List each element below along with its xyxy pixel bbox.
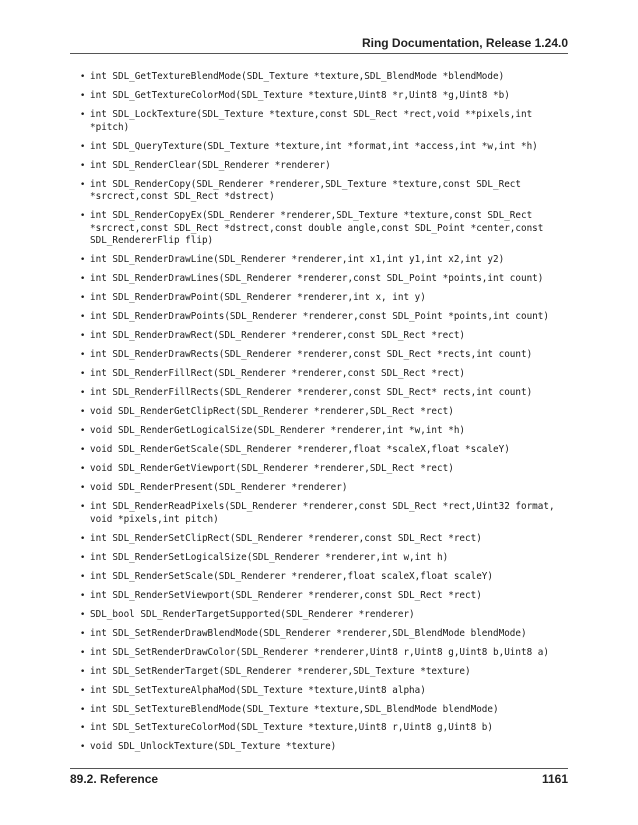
function-signature: int SDL_RenderClear(SDL_Renderer *renderer) (90, 159, 331, 171)
function-item (80, 463, 568, 476)
function-signature: void SDL_RenderGetViewport(SDL_Renderer *renderer,SDL_Rect *rect) (90, 463, 454, 475)
function-item (80, 330, 568, 343)
function-signature: int SDL_RenderSetViewport(SDL_Renderer *renderer,const SDL_Rect *rect) (90, 589, 482, 601)
bullet: • (80, 552, 86, 563)
bullet: • (80, 647, 86, 658)
function-item (80, 722, 568, 735)
function-item (80, 628, 568, 641)
function-signature: int SDL_RenderDrawPoint(SDL_Renderer *renderer,int x, int y) (90, 292, 426, 304)
function-signature: int SDL_RenderReadPixels(SDL_Renderer *renderer,const SDL_Rect *rect,Uint32 format, void *pixels,int pitch) (90, 501, 555, 525)
function-signature: void SDL_RenderGetScale(SDL_Renderer *renderer,float *scaleX,float *scaleY) (90, 444, 510, 456)
bullet: • (80, 331, 86, 342)
bullet: • (80, 160, 86, 171)
function-signature: int SDL_RenderSetClipRect(SDL_Renderer *renderer,const SDL_Rect *rect) (90, 532, 482, 544)
bullet: • (80, 211, 86, 222)
function-signature: int SDL_LockTexture(SDL_Texture *texture,const SDL_Rect *rect,void **pixels,int *pitch) (90, 108, 533, 133)
bullet: • (80, 293, 86, 304)
function-item (80, 685, 568, 698)
function-signature: int SDL_SetRenderDrawBlendMode(SDL_Renderer *renderer,SDL_BlendMode blendMode) (90, 627, 527, 639)
function-signature: int SDL_RenderSetScale(SDL_Renderer *renderer,float scaleX,float scaleY) (90, 570, 493, 582)
function-item (80, 109, 568, 134)
bullet: • (80, 704, 86, 715)
function-signature: int SDL_SetRenderDrawColor(SDL_Renderer *renderer,Uint8 r,Uint8 g,Uint8 b,Uint8 a) (90, 646, 549, 658)
bullet: • (80, 90, 86, 101)
function-item (80, 141, 568, 154)
function-signature: int SDL_RenderCopyEx(SDL_Renderer *renderer,SDL_Texture *texture,const SDL_Rect *srcrect,const SDL_Rect *dstrect,const double angle,const SDL_Point *center,const SDL_RendererFlip flip) (90, 210, 544, 247)
function-signature: int SDL_RenderDrawLine(SDL_Renderer *renderer,int x1,int y1,int x2,int y2) (90, 254, 505, 266)
bullet: • (80, 483, 86, 494)
bullet: • (80, 350, 86, 361)
function-item (80, 590, 568, 603)
bullet: • (80, 109, 86, 120)
function-item (80, 425, 568, 438)
footer-divider (70, 768, 568, 769)
function-signature: void SDL_RenderGetLogicalSize(SDL_Renderer *renderer,int *w,int *h) (90, 425, 466, 437)
bullet: • (80, 141, 86, 152)
function-item (80, 160, 568, 173)
bullet: • (80, 742, 86, 753)
function-item (80, 71, 568, 84)
function-item (80, 552, 568, 565)
function-item (80, 406, 568, 419)
function-item (80, 482, 568, 495)
function-item (80, 501, 568, 526)
bullet: • (80, 666, 86, 677)
bullet: • (80, 502, 86, 513)
function-item (80, 387, 568, 400)
running-header: Ring Documentation, Release 1.24.0 (361, 36, 568, 50)
function-item (80, 273, 568, 286)
bullet: • (80, 179, 86, 190)
function-signature: int SDL_RenderDrawLines(SDL_Renderer *renderer,const SDL_Point *points,int count) (90, 273, 544, 285)
bullet: • (80, 312, 86, 323)
function-item (80, 349, 568, 362)
function-signature: SDL_bool SDL_RenderTargetSupported(SDL_Renderer *renderer) (90, 608, 415, 620)
bullet: • (80, 72, 86, 82)
function-signature: void SDL_RenderPresent(SDL_Renderer *renderer) (90, 482, 348, 494)
function-signature: int SDL_SetTextureColorMod(SDL_Texture *texture,Uint8 r,Uint8 g,Uint8 b) (90, 722, 493, 734)
function-signature: int SDL_QueryTexture(SDL_Texture *texture,int *format,int *access,int *w,int *h) (90, 140, 538, 152)
function-signature: int SDL_RenderSetLogicalSize(SDL_Renderer *renderer,int w,int h) (90, 551, 449, 563)
function-signature: void SDL_RenderGetClipRect(SDL_Renderer *renderer,SDL_Rect *rect) (90, 406, 454, 418)
bullet: • (80, 571, 86, 582)
function-signature: int SDL_GetTextureBlendMode(SDL_Texture *texture,SDL_BlendMode *blendMode) (90, 71, 505, 82)
function-signature: int SDL_SetTextureAlphaMod(SDL_Texture *texture,Uint8 alpha) (90, 684, 426, 696)
function-item (80, 647, 568, 660)
function-item (80, 533, 568, 546)
function-list (80, 71, 568, 760)
footer-section: 89.2. Reference (70, 772, 159, 786)
bullet: • (80, 445, 86, 456)
header-divider (70, 53, 568, 54)
function-item (80, 666, 568, 679)
bullet: • (80, 685, 86, 696)
function-item (80, 368, 568, 381)
function-item (80, 179, 568, 204)
function-item (80, 741, 568, 754)
bullet: • (80, 628, 86, 639)
function-signature: int SDL_RenderFillRect(SDL_Renderer *renderer,const SDL_Rect *rect) (90, 368, 466, 380)
bullet: • (80, 407, 86, 418)
function-signature: int SDL_RenderDrawRects(SDL_Renderer *renderer,const SDL_Rect *rects,int count) (90, 349, 533, 361)
page-number: 1161 (541, 772, 568, 786)
bullet: • (80, 426, 86, 437)
function-signature: int SDL_GetTextureColorMod(SDL_Texture *texture,Uint8 *r,Uint8 *g,Uint8 *b) (90, 89, 510, 101)
bullet: • (80, 723, 86, 734)
function-signature: int SDL_RenderFillRects(SDL_Renderer *renderer,const SDL_Rect* rects,int count) (90, 387, 533, 399)
function-signature: int SDL_RenderDrawPoints(SDL_Renderer *renderer,const SDL_Point *points,int count) (90, 311, 549, 323)
function-signature: int SDL_RenderCopy(SDL_Renderer *renderer,SDL_Texture *texture,const SDL_Rect *srcrect,const SDL_Rect *dstrect) (90, 178, 521, 203)
bullet: • (80, 590, 86, 601)
function-signature: int SDL_SetTextureBlendMode(SDL_Texture *texture,SDL_BlendMode blendMode) (90, 703, 499, 715)
function-item (80, 311, 568, 324)
function-item (80, 90, 568, 103)
function-signature: void SDL_UnlockTexture(SDL_Texture *texture) (90, 741, 337, 753)
bullet: • (80, 464, 86, 475)
function-signature: int SDL_SetRenderTarget(SDL_Renderer *renderer,SDL_Texture *texture) (90, 665, 471, 677)
bullet: • (80, 274, 86, 285)
function-signature: int SDL_RenderDrawRect(SDL_Renderer *renderer,const SDL_Rect *rect) (90, 330, 466, 342)
function-item (80, 609, 568, 622)
bullet: • (80, 609, 86, 620)
bullet: • (80, 369, 86, 380)
bullet: • (80, 533, 86, 544)
function-item (80, 571, 568, 584)
function-item (80, 210, 568, 248)
function-item (80, 704, 568, 717)
function-item (80, 292, 568, 305)
function-item (80, 254, 568, 267)
bullet: • (80, 255, 86, 266)
function-item (80, 444, 568, 457)
bullet: • (80, 388, 86, 399)
